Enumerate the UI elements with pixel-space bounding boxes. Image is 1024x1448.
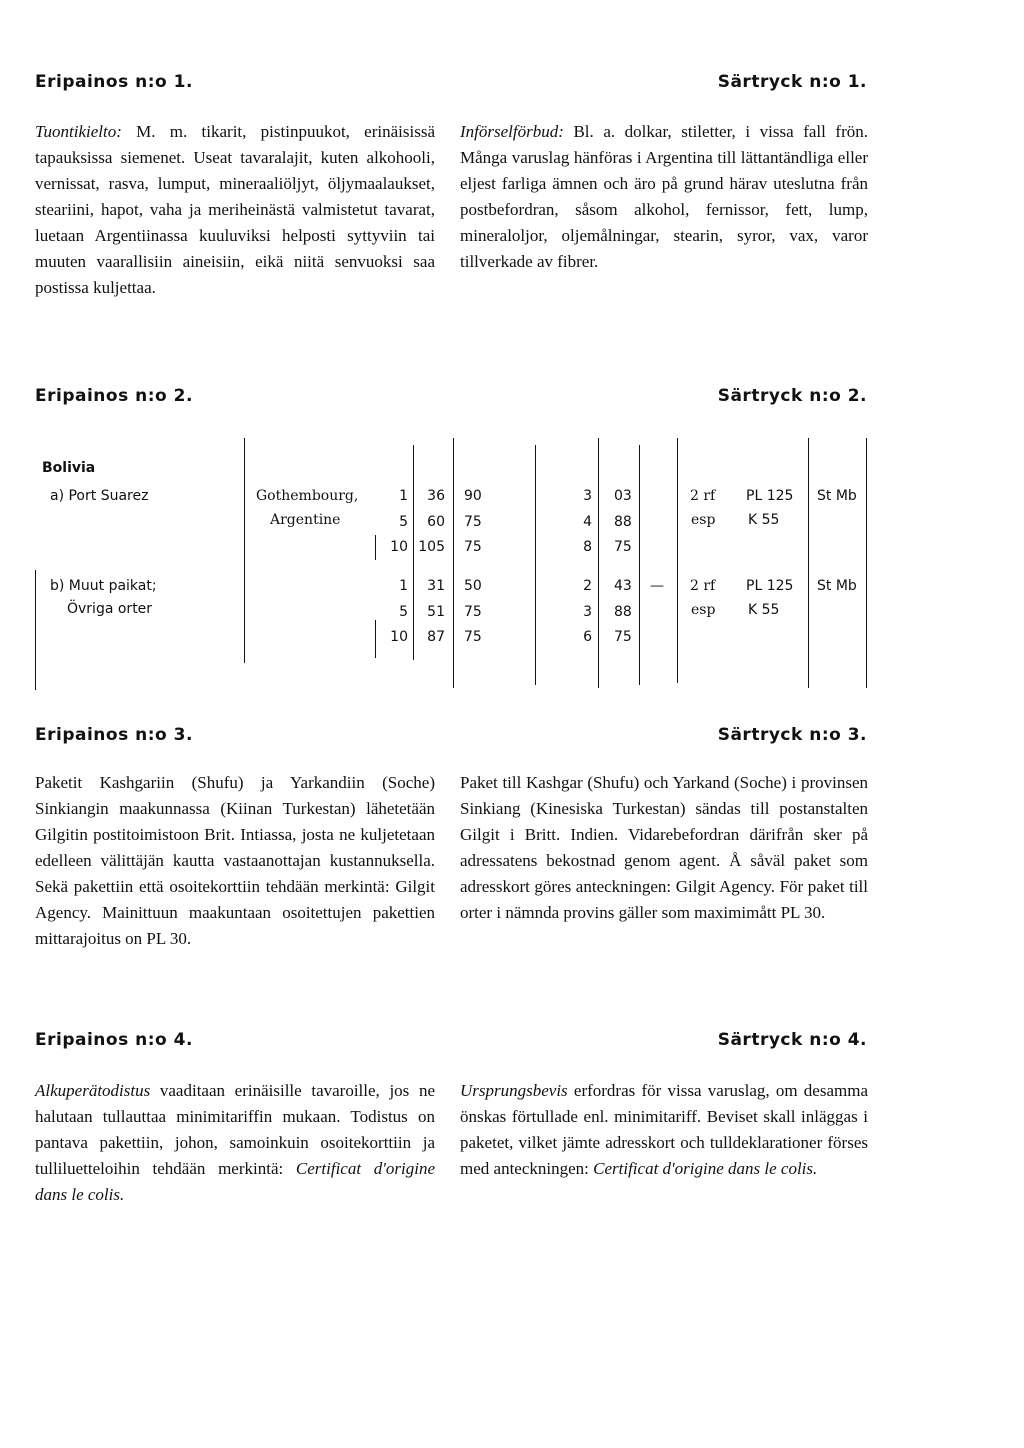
table-cell: 5	[399, 604, 408, 620]
table-cell: 6	[583, 629, 592, 645]
table-cell: 75	[614, 539, 632, 555]
fi-origin-marking: Certificat d'origine dans le colis.	[35, 1159, 436, 1204]
table-cell: 10	[390, 629, 408, 645]
st-b: St Mb	[817, 578, 857, 594]
place-b-2: Övriga orter	[67, 601, 153, 617]
via-a-2: Argentine	[270, 512, 341, 528]
table-cell: 88	[614, 604, 632, 620]
table-cell: 75	[464, 604, 482, 620]
pl-a: PL 125	[746, 488, 794, 504]
sv-kashgar-paragraph: Paket till Kashgar (Shufu) och Yarkand (Soche) i provinsen Sinkiang (Kinesiska Turkestan) sändas till postanstalten Gilgit i Britt. Indien. Vidarebefordran därifrån sker på adressatens bekostnad genom agent. Å såväl paket som adresskort göres anteckningen: Gilgit Agency. För paket till orter i nämnda provins gäller som maximimått PL 30.	[460, 773, 868, 922]
table-cell: 75	[464, 629, 482, 645]
table-cell: 75	[614, 629, 632, 645]
section-1-sv-header: Särtryck n:o 1.	[717, 72, 867, 92]
table-cell: 75	[464, 514, 482, 530]
place-a: a) Port Suarez	[50, 488, 149, 504]
table-cell: 87	[427, 629, 445, 645]
dash-b: —	[650, 578, 664, 594]
sv-origin-label: Ursprungsbevis	[460, 1081, 568, 1100]
section-3-fi-header: Eripainos n:o 3.	[35, 725, 193, 745]
sv-import-ban-label: Införselförbud:	[460, 122, 564, 141]
section-1-fi-text	[35, 119, 435, 301]
k-b: K 55	[748, 602, 780, 618]
table-cell: 60	[427, 514, 445, 530]
section-4-fi-header: Eripainos n:o 4.	[35, 1030, 193, 1050]
section-2-sv-header: Särtryck n:o 2.	[717, 386, 867, 406]
section-2-fi-header: Eripainos n:o 2.	[35, 386, 193, 406]
k-a: K 55	[748, 512, 780, 528]
rf-a: 2 rf	[690, 488, 716, 504]
table-cell: 31	[427, 578, 445, 594]
table-cell: 10	[390, 539, 408, 555]
section-3-sv-text	[460, 770, 868, 926]
fi-import-ban-text: M. m. tikarit, pistinpuukot, erinäisissä tapauksissa siemenet. Useat tavaralajit, kuten alkohooli, vernissat, rasva, lumput, mineraaliöljyt, öljymaalaukset, steariini, hapot, vaha ja meriheinästä valmistetut tavarat, luetaan Argentiinassa kuuluviksi helposti syttyviin tai muuten vaarallisiin aineisiin, eikä niitä senvuoksi saa postissa kuljettaa.	[35, 122, 435, 297]
section-1-sv-text	[460, 119, 868, 275]
table-cell: 88	[614, 514, 632, 530]
table-cell: 43	[614, 578, 632, 594]
table-cell: 51	[427, 604, 445, 620]
fi-origin-text: vaaditaan erinäisille tavaroille, jos ne halutaan tullauttaa minimitariffin mukaan. Todistus on pantava pakettiin, johon, samoinkuin osoitekorttiin ja tulliluetteloihin tehdään merkintä:	[35, 1081, 435, 1178]
section-3-sv-header: Särtryck n:o 3.	[717, 725, 867, 745]
table-cell: 03	[614, 488, 632, 504]
table-cell: 3	[583, 604, 592, 620]
rf-b: 2 rf	[690, 578, 716, 594]
country-label: Bolivia	[42, 460, 96, 476]
table-cell: 90	[464, 488, 482, 504]
section-4-fi-text	[35, 1078, 435, 1208]
table-cell: 105	[418, 539, 445, 555]
sv-origin-marking: Certificat d'origine dans le colis.	[593, 1159, 818, 1178]
fi-origin-label: Alkuperätodistus	[35, 1081, 151, 1100]
pl-b: PL 125	[746, 578, 794, 594]
table-cell: 75	[464, 539, 482, 555]
place-b-1: b) Muut paikat;	[50, 578, 157, 594]
section-4-sv-text	[460, 1078, 868, 1182]
sv-import-ban-text: Bl. a. dolkar, stiletter, i vissa fall frön. Många varuslag hänföras i Argentina till lättantändliga eller eljest farliga ämnen och äro på grund härav uteslutna från postbefordran, såsom alkohol, fernissor, fett, lump, mineraloljor, oljemålningar, stearin, syror, vax, varor tillverkade av fibrer.	[460, 122, 868, 271]
via-a-1: Gothembourg,	[256, 488, 359, 504]
table-cell: 1	[399, 488, 408, 504]
table-cell: 5	[399, 514, 408, 530]
section-4-sv-header: Särtryck n:o 4.	[717, 1030, 867, 1050]
table-cell: 2	[583, 578, 592, 594]
table-cell: 1	[399, 578, 408, 594]
section-3-fi-text	[35, 770, 435, 952]
esp-b: esp	[691, 602, 716, 618]
table-cell: 8	[583, 539, 592, 555]
fi-kashgar-paragraph: Paketit Kashgariin (Shufu) ja Yarkandiin (Soche) Sinkiangin maakunnassa (Kiinan Turkestan) lähetetään Gilgitin postitoimistoon Brit. Intiassa, josta ne kuljetetaan edelleen välittäjän kautta vastaanottajan kustannuksella. Sekä pakettiin että osoitekorttiin tehdään merkintä: Gilgit Agency. Mainittuun maakuntaan osoitettujen pakettien mittarajoitus on PL 30.	[35, 773, 435, 948]
table-cell: 4	[583, 514, 592, 530]
sv-origin-text: erfordras för vissa varuslag, om desamma önskas förtullade enl. minimitariff. Beviset skall inläggas i paketet, vilket jämte adresskort och tulldeklarationer förses med anteckningen:	[460, 1081, 868, 1178]
table-cell: 36	[427, 488, 445, 504]
esp-a: esp	[691, 512, 716, 528]
section-1-fi-header: Eripainos n:o 1.	[35, 72, 193, 92]
st-a: St Mb	[817, 488, 857, 504]
table-cell: 3	[583, 488, 592, 504]
fi-import-ban-label: Tuontikielto:	[35, 122, 122, 141]
table-cell: 50	[464, 578, 482, 594]
